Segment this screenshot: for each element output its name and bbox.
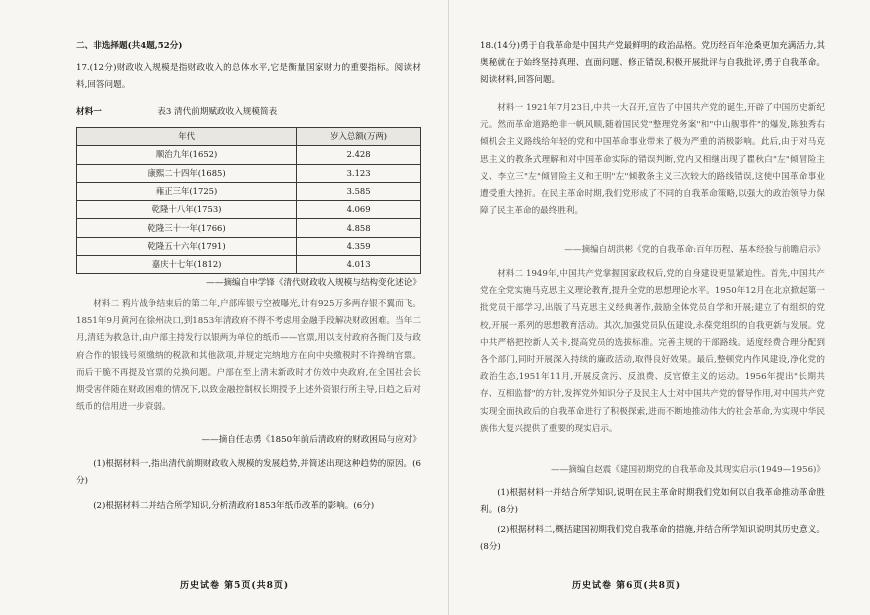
table-row <box>77 146 421 164</box>
table-cell-revenue: 4.069 <box>297 201 421 219</box>
material-2-source: ——摘自任志勇《1850年前后清政府的财政困局与应对》 <box>201 435 421 445</box>
material-2-text: 材料二 鸦片战争结束后的第二年,户部库银亏空被曝光,计有925万多两存银不翼而飞。1851年9月黄河在徐州决口,到1853年清政府不得不考虑用金融手段解决财政困难。当年二月,清廷为救急计,由户部主持发行以银两为单位的纸币——官票,用以支付政府各衙门及与政府合作的银钱号须缴纳的税款和其他款项,并规定完纳地方在向中央缴税时不许搀纳官票。而后干脆不再提及官票的兑换问题。户部在至上清末新政时才仿效中央政府,在全国社会长期受害伴随在财政困难的情况下,以致金融控制权长期授予上述外资银行所主导,日趋之后对纸币的信用进一步衰弱。 <box>76 299 421 413</box>
table-cell-revenue: 4.359 <box>297 237 421 255</box>
page-footer-right: 历史试卷 第6页(共8页) <box>572 581 682 591</box>
section-title: 二、非选择题(共4题,52分) <box>76 41 183 51</box>
question-17-intro: 17.(12分)财政收入规模是指财政收入的总体水平,它是衡量国家财力的重要指标。阅读材料,回答问题。 <box>76 63 421 91</box>
table-cell-revenue: 4.858 <box>297 219 421 237</box>
material-1-text: 材料一 1921年7月23日,中共一大召开,宣告了中国共产党的诞生,开辟了中国历史新纪元。然而革命道路绝非一帆风顺,随着国民党"整理党务案"和"中山舰事件"的爆发,陈独秀右倾机会主义路线给年轻的党和中国革命事业带来了极为严重的消极影响。此后,由于对马克思主义的教条式理解和对中国革命实际的错误判断,党内又相继出现了瞿秋白"左"倾冒险主义、李立三"左"倾冒险主义和王明"左"倾教条主义三次较大的路线错误,这使中国革命事业遭受重大挫折。在民主革命时期,我们党形成了不同的自我革命策略,以强大的政治领导力保障了民主革命的最终胜利。 <box>480 103 825 217</box>
page-footer-left: 历史试卷 第5页(共8页) <box>180 581 290 591</box>
table-cell-era: 康熙二十四年(1685) <box>77 164 297 182</box>
table-row <box>77 219 421 237</box>
table-cell-revenue: 3.585 <box>297 182 421 200</box>
table-cell-revenue: 3.123 <box>297 164 421 182</box>
table-caption: 表3 清代前期赋政收入规模简表 <box>157 107 278 117</box>
page-5 <box>76 0 421 615</box>
material-1-source: ——摘编自胡洪彬《党的自我革命:百年历程、基本经验与前瞻启示》 <box>564 245 825 255</box>
table-header-era: 年代 <box>77 128 297 146</box>
page-6 <box>480 0 825 615</box>
table-header-revenue: 岁入总额(万两) <box>297 128 421 146</box>
table-cell-era: 乾隆十八年(1753) <box>77 201 297 219</box>
question-18-part-2: (2)根据材料二,概括建国初期我们党自我革命的措施,并结合所学知识说明其历史意义。(8分) <box>480 525 825 553</box>
table-row <box>77 182 421 200</box>
question-17-part-2: (2)根据材料二并结合所学知识,分析清政府1853年纸币改革的影响。(6分) <box>93 501 375 511</box>
table-source: ——摘编自申学锋《清代财政收入规模与结构变化述论》 <box>206 278 421 288</box>
table-cell-era: 乾隆三十一年(1766) <box>77 219 297 237</box>
table-cell-revenue: 2.428 <box>297 146 421 164</box>
question-18-part-1: (1)根据材料一并结合所学知识,说明在民主革命时期我们党如何以自我革命推动革命胜利。(8分) <box>480 488 825 516</box>
table-caption-row <box>76 104 421 121</box>
revenue-table <box>76 127 421 274</box>
question-18-intro: 18.(14分)勇于自我革命是中国共产党最鲜明的政治品格。党历经百年沧桑更加充满活力,其奥秘就在于始终坚持真理、直面问题、修正错误,积极开展批评与自我批评,勇于自我革命。阅读材料,回答问题。 <box>480 41 825 86</box>
material-2-text: 材料二 1949年,中国共产党掌握国家政权后,党的自身建设更显紧迫性。首先,中国共产党在全党实施马克思主义理论教育,提升全党的思想理论水平。1950年12月在北京掀起第一批党员干部学习,出版了马克思主义经典著作,鼓励全体党员自学和开展;建立了有组织的党校,开展一系列的思想教育活动。其次,加强党员队伍建设,永葆党组织的自我更新与发展。党中共严格把控新人关卡,提高党员的选拔标准。完善主规的干部路线。适度经费合理分配到各个部门,同时开展深入持续的廉政活动,取得良好效果。最后,整顿党内作风建设,净化党的政治生态,1951年11月,开展反贪污、反浪费、反官僚主义的运动。1956年提出"长期共存、互相监督"的方针,发挥党外知识分子及民主人士对中国共产党的督导作用,对中国共产党实现全面执政后的自我革命进行了积极探索,进而不断地推动伟大的社会革命,为实现中华民族伟大复兴提供了重要的现实启示。 <box>480 269 825 434</box>
material-2-source: ——摘编自赵震《建国初期党的自我革命及其现实启示(1949—1956)》 <box>551 465 825 475</box>
table-header-row <box>77 128 421 146</box>
table-cell-era: 雍正三年(1725) <box>77 182 297 200</box>
material-1-label: 材料一 <box>76 107 102 117</box>
table-cell-era: 乾隆五十六年(1791) <box>77 237 297 255</box>
table-row <box>77 237 421 255</box>
table-cell-revenue: 4.013 <box>297 256 421 274</box>
table-cell-era: 嘉庆十七年(1812) <box>77 256 297 274</box>
page-divider <box>448 0 449 615</box>
question-17-part-1: (1)根据材料一,指出清代前期财政收入规模的发展趋势,并简述出现这种趋势的原因。(6分) <box>76 459 421 487</box>
table-cell-era: 顺治九年(1652) <box>77 146 297 164</box>
table-row <box>77 164 421 182</box>
table-row <box>77 201 421 219</box>
table-row <box>77 256 421 274</box>
